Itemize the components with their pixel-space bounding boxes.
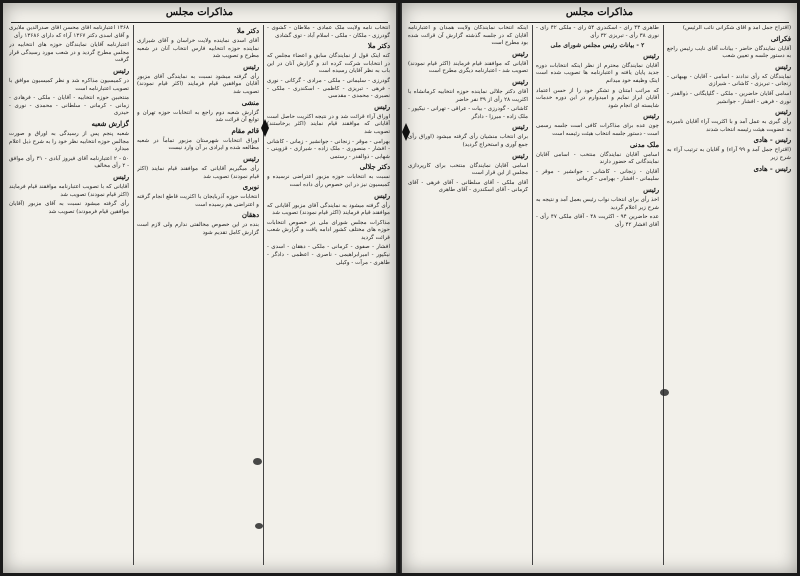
speaker-heading: رئیس — [643, 51, 659, 60]
speaker-heading: نوبری — [242, 183, 259, 192]
speaker-heading: رئیس - هادی — [753, 136, 791, 145]
ink-blot — [660, 389, 669, 396]
ink-blot — [255, 523, 263, 529]
paragraph: آقایان نمایندگان محترم از نظر اینکه انتخابات دوره جدید پایان یافته و اعتبارنامه ها تصویب شده است اینک وظیفه خود میدانم — [536, 62, 659, 84]
header-rule — [410, 22, 789, 23]
paragraph: کنه اینک قول از نمایندگان سابق و اعضاء مجلس که در انتخابات شرکت کرده اند و گزارش آنان در این باب به نظر آقایان رسیده است — [267, 53, 390, 75]
speaker-heading: فکرائی — [770, 34, 791, 43]
paragraph: رأی گرفته میشود نسبت به آقای مزبور (آقایان موافقین قیام فرمودند) تصویب شد — [9, 201, 129, 215]
paragraph: ۵۰ - ۲ اعتبارنامه آقای فیروز آبادی - ۳۱ رأی موافق - ۲ رأی مخالف — [9, 155, 129, 170]
paragraph: رأی گرفته میشود نسبت به نمایندگی آقای مزبور آقایان موافقین قیام فرمایند (اکثر قیام نمودند) تصویب شد — [137, 73, 259, 95]
speaker-heading: ملک مدنی — [629, 140, 659, 149]
ink-blot — [253, 458, 262, 465]
speaker-heading: رئیس — [374, 191, 390, 200]
speaker-heading: رئیس — [775, 62, 791, 71]
speaker-heading: منشی — [241, 98, 259, 107]
paragraph: طاهری ۴۳ رأی - اسکندری ۵۴ رأی - ملکی ۴۲ رأی - نوری ۳۸ رأی - تبریزی ۳۲ رأی — [536, 25, 659, 39]
speaker-heading: رئیس — [512, 49, 528, 58]
paragraph: رأی میگیریم آقایانی که موافقند قیام نمایند (اکثر قیام نمودند) تصویب شد — [137, 165, 259, 180]
speaker-heading: قائم مقام — [231, 126, 259, 135]
column-divider — [133, 25, 134, 565]
speaker-heading: رئیس - هادی — [753, 164, 791, 173]
paragraph: اسامی آقایان نمایندگان منتخب - اسامی آقایان نمایندگانی که حضور دارند — [536, 151, 659, 166]
speaker-heading: رئیس — [512, 123, 528, 132]
speaker-heading: دکتر جلالی — [359, 163, 390, 172]
header-rule — [11, 22, 388, 23]
speaker-heading: رئیس — [512, 77, 528, 86]
paragraph: کاشانی - گودرزی - بیات - عراقی - تهرانی - نیکپور - ملک زاده - میرزا - دادگر — [408, 106, 528, 120]
paragraph: انتخابات حوزه آذربایجان با اکثریت قاطع انجام گرفته و اعتراضی هم رسیده است — [137, 194, 259, 208]
paragraph: شعبه پنجم پس از رسیدگی به اوراق و صورت مجالس حوزه انتخابیه نظر خود را به شرح ذیل اعلام میدارد — [9, 130, 129, 153]
speaker-heading: دهقان — [241, 211, 259, 220]
column-divider — [663, 25, 664, 565]
speaker-heading: رئیس — [643, 185, 659, 194]
left-page-column-3 — [9, 25, 129, 565]
paragraph: رأی گیری به عمل آمد و با اکثریت آراء آقایان نامبرده به عضویت هیئت رئیسه انتخاب شدند — [667, 119, 791, 133]
paragraph: رأی گرفته میشود به نمایندگی آقای مزبور آقایانی که موافقند قیام فرمایند (اکثر قیام نمودند) تصویب شد — [267, 202, 390, 217]
right-page-column-1 — [667, 25, 791, 565]
paragraph: آقایان - زنجانی - کاشانی - جوانشیر - موقر - سلیمانی - افشار - بهرامی - کرمانی — [536, 168, 659, 183]
paragraph: آقای دکتر جلالی نماینده حوزه انتخابیه کرمانشاه با اکثریت ۲۸ رأی از ۳۹ نفر حاضر — [408, 88, 528, 103]
paragraph: منتخبین حوزه انتخابیه - آقایان - ملکی - فرهادی - زمانی - کرمانی - سلطانی - محمدی - نوری - حیدری — [9, 95, 129, 117]
speaker-heading: رئیس — [113, 66, 129, 75]
paragraph: مذاکرات مجلس شورای ملی در خصوص انتخابات حوزه های مختلف کشور ادامه یافت و گزارش شعب قرائت گردید — [267, 219, 390, 241]
paragraph: برای انتخاب منشیان رأی گرفته میشود (اوراق رأی جمع آوری و استخراج گردید) — [408, 134, 528, 148]
paragraph: بهرامی - موقر - زنجانی - جوانشیر - زمانی - کاشانی - افشار - منصوری - ملک زاده - شیرازی - قزوینی - شهابی - ذوالقدر - رستمی — [267, 138, 390, 160]
paragraph: نمایندگان که رأی ندادند - اسامی - آقایان - بهبهانی - زنجانی - تبریزی - کاشانی - شیرازی — [667, 73, 791, 88]
right-page — [402, 3, 797, 573]
speaker-heading: رئیس — [775, 108, 791, 117]
paragraph: (اقتراح جمل آمد و ۹۹ آراء) و آقایان به ترتیب آراء به شرح زیر — [667, 147, 791, 161]
paragraph: آقایانی که با تصویب اعتبارنامه موافقند قیام فرمایند (اکثر قیام نمودند) تصویب شد — [9, 183, 129, 198]
paragraph: اسامی آقایان حاضرین - ملکی - گلپایگانی - ذوالقدر - نوری - فرهی - افشار - جوانشیر — [667, 90, 791, 105]
paragraph: چون عده برای مذاکرات کافی است جلسه رسمی است - دستور جلسه انتخاب هیئت رئیسه است — [536, 123, 659, 137]
left-page — [3, 3, 396, 573]
speaker-heading: رئیس — [512, 151, 528, 160]
paragraph: اعتبارنامه آقایان نمایندگان حوزه های انتخابیه در مجلس مطرح گردید و در شعب مورد رسیدگی قرار گرفت — [9, 42, 129, 64]
newspaper-spread — [3, 3, 797, 573]
speaker-heading: رئیس — [643, 112, 659, 121]
speaker-heading: دکتر ملا — [236, 27, 259, 35]
speaker-heading: رئیس — [374, 102, 390, 111]
right-page-column-3 — [408, 25, 528, 565]
column-divider — [263, 25, 264, 565]
paragraph: افشار - صفوی - کرمانی - ملکی - دهقان - اسدی - نیکپور - امیرابراهیمی - ناصری - اعظمی - دادگر - طاهری - مرآت - وکیلی — [267, 244, 390, 266]
column-divider — [532, 25, 533, 565]
paragraph: (اقتراح جمل آمد و آقای شکرانی نائب الرئیس) — [682, 25, 791, 31]
speaker-heading: رئیس — [113, 172, 129, 181]
speaker-heading: گزارش شعبه — [91, 119, 129, 128]
paragraph: نسبت به انتخابات حوزه مزبور اعتراضی نرسیده و کمیسیون نیز در این خصوص رأی داده است — [267, 174, 390, 188]
left-page-column-1 — [267, 25, 390, 565]
paragraph: ۱۳۶۸ اعتبارنامه آقای محسن آقای صدرالدین ملایری و آقای اسدی دکتر ۱۳۶۷ آراء که دارای ۱۳۶۸۶ رأی — [9, 25, 129, 39]
speaker-heading: رئیس — [243, 154, 259, 163]
paragraph: گودرزی - سلیمانی - ملکی - مرادی - گرکانی - نوری - فرهی - تبریزی - کاظمی - اسکندری - ملکی - نصیری - محمدی - مقدسی — [267, 77, 390, 100]
paragraph: اسامی آقایان نمایندگان منتخب برای کارپردازی مجلس از این قرار است — [408, 162, 528, 177]
paragraph: در کمیسیون مذاکره شد و نظر کمیسیون موافق با تصویب اعتبارنامه است — [9, 77, 129, 92]
paragraph: آقایان نمایندگان حاضر - بیانات آقای نایب رئیس راجع به دستور جلسه و تعیین شعب — [667, 45, 791, 60]
paragraph: اینکه انتخاب نمایندگان ولایت همدان و اعتبارنامه آقایان که در جلسه گذشته گزارش آن قرائت شده بود مطرح است — [408, 25, 528, 47]
paragraph: آقای اسدی نماینده ولایت خراسان و آقای شیرازی نماینده حوزه انتخابیه فارس انتخاب آنان در شعبه مطرح و تصویب شد — [137, 38, 259, 60]
paragraph: اوراق آراء قرائت شد و در نتیجه اکثریت حاصل است آقایانی که موافقند قیام نمایند (اکثر برخاستند) تصویب شد — [267, 113, 390, 135]
paragraph: اوراق انتخابات شهرستان مزبور تماماً در شعبه مطالعه شده و ایرادی بر آن وارد نیست — [137, 137, 259, 152]
speaker-heading: رئیس — [243, 62, 259, 71]
paragraph: بنده در این خصوص مخالفتی ندارم ولی لازم است گزارش کامل تقدیم شود — [137, 222, 259, 236]
left-page-header: مذاکرات مجلس — [165, 7, 234, 18]
paragraph: آقایانی که موافقند قیام فرمایند (اکثر قیام نمودند) تصویب شد - اعتبارنامه دیگری مطرح است — [408, 60, 528, 75]
paragraph: اخذ رأی برای انتخاب نواب رئیس بعمل آمد و نتیجه به شرح زیر اعلام گردید — [536, 196, 659, 211]
paragraph: گزارش شعبه دوم راجع به انتخابات حوزه تهران و توابع آن قرائت شد — [137, 109, 259, 124]
speaker-heading: دکتر ملا — [367, 42, 390, 51]
paragraph: که مراتب امتنان و تشکر خود را از حسن اعتماد آقایان ابراز نمایم و امیدوارم در این دوره خدمات شایسته ای انجام شود — [536, 87, 659, 109]
speaker-heading: ۲ - بیانات رئیس مجلس شورای ملی — [550, 42, 645, 50]
paragraph: عده حاضرین ۹۴ - اکثریت ۴۸ - آقای ملکی ۴۷ رأی - آقای افشار ۴۲ رأی — [536, 214, 659, 228]
right-page-column-2 — [536, 25, 659, 565]
paragraph: آقای ملکی - آقای سلطانی - آقای فرهی - آقای کرمانی - آقای اسکندری - آقای طاهری — [408, 179, 528, 194]
right-page-header: مذاکرات مجلس — [565, 7, 634, 18]
left-page-column-2 — [137, 25, 259, 565]
paragraph: انتخاب نامه ولایت ملک عمادی - ملاطان - گشوی - گودرزی - ملکان - ملکی - اسلام آباد - توی گشادی — [267, 25, 390, 39]
